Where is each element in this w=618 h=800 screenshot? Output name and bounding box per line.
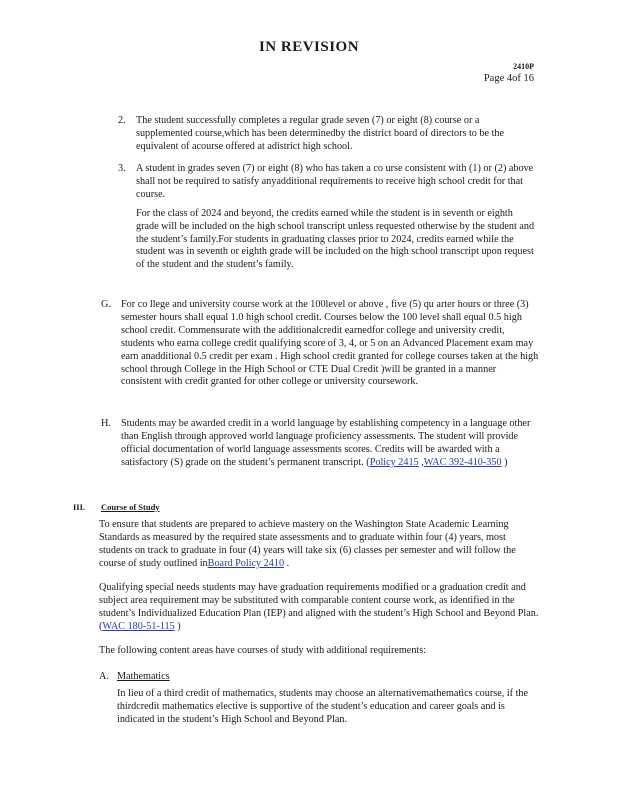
section-3-header	[73, 502, 160, 512]
page-number: Page 4of 16	[483, 73, 534, 84]
list-letter: G.	[101, 299, 111, 310]
subsection-heading: Mathematics	[117, 671, 170, 682]
section-heading: Course of Study	[101, 502, 160, 512]
list-item-3	[118, 163, 538, 272]
section-3-paragraph-3	[99, 645, 539, 658]
list-text: Students may be awarded credit in a world language by establishing competency in a language other than English through approved world language proficiency assessments. The student will provide official documentation of world language assessments scores. Credits will be awarded with a satisfactory (S) grade on the student’s permanent transcript.	[121, 418, 531, 468]
policy-code: 2410P	[513, 62, 534, 71]
subsection-text: In lieu of a third credit of mathematics, students may choose an alternativemathematics course, if the thirdcredit mathematics elective is supportive of the student’s education and career goals and is indicated in the student’s High School and Beyond Plan.	[117, 687, 529, 725]
list-item-h	[101, 418, 539, 470]
subsection-letter: A.	[99, 671, 109, 682]
paragraph-with-link	[99, 582, 539, 634]
paren-close: )	[501, 456, 508, 468]
wac-180-51-115-link[interactable]: WAC 180-51-115	[102, 620, 175, 632]
list-text: A student in grades seven (7) or eight (8) who has taken a co urse consistent with (1) or (2) above shall not be required to satisfy anyadditional requirements to receive high school credit for that course.	[136, 163, 534, 200]
paragraph-with-link	[99, 519, 539, 571]
list-text-with-links	[121, 418, 539, 470]
board-policy-2410-link[interactable]: Board Policy 2410	[207, 557, 285, 569]
link-separator: ,	[418, 456, 424, 468]
list-number: 2.	[118, 115, 126, 126]
wac-392-410-350-link[interactable]: WAC 392-410-350	[423, 456, 502, 468]
paragraph-end: .	[284, 557, 290, 569]
paragraph-end: )	[174, 620, 181, 632]
paragraph-text: Qualifying special needs students may have graduation requirements modified or a graduation credit and subject area requirement may be substituted with comparable content course work, as identified in the student’s Individualized Education Plan (IEP) and aligned with the student’s High School and Beyond Plan. (	[99, 582, 539, 632]
policy-2415-link[interactable]: Policy 2415	[369, 456, 419, 468]
paragraph-text: To ensure that students are prepared to achieve mastery on the Washington State Academic Learning Standards as measured by the required state assessments and to graduate within four (4) years, most students on track to graduate in four (4) years will take six (6) classes per semester and will follow the course of study outlined in	[99, 519, 516, 569]
list-text: The student successfully completes a regular grade seven (7) or eight (8) course or a supplemented course,which has been determinedby the district board of directors to be the equivalent of acourse offered at adistrict high school.	[136, 115, 505, 152]
list-text-continued: For the class of 2024 and beyond, the credits earned while the student is in seventh or eighth grade will be included on the high school transcript unless requested otherwise by the student and the student’s family.For students in graduating classes prior to 2024, credits earned while the student was in seventh or eighth grade will be included on the high school transcript upon request of the student and the student’s family.	[136, 207, 535, 271]
subsection-a	[99, 671, 539, 727]
list-number: 3.	[118, 163, 126, 174]
list-item-2	[118, 115, 538, 154]
list-text: For co llege and university course work at the 100level or above , five (5) qu arter hours or three (3) semester hours shall equal 1.0 high school credit. Courses below the 100 level shall equal 0.5 high school credit. Commensurate with the additionalcredit earnedfor college and university credit, students who earna college credit qualifying score of 3, 4, or 5 on an Advanced Placement exam may earn anadditional 0.5 credit per exam . High school credit granted for college courses taken at the high school through College in the High School or CTE Dual Credit )will be granted in a manner consistent with credit granted for other college or university coursework.	[121, 299, 539, 388]
page-title: IN REVISION	[258, 39, 360, 55]
paren-open: (	[363, 456, 370, 468]
paragraph-text: The following content areas have courses of study with additional requirements:	[99, 645, 427, 656]
section-3-paragraph-2	[99, 582, 539, 634]
list-letter: H.	[101, 418, 111, 429]
section-3-paragraph-1	[99, 519, 539, 571]
list-item-g	[101, 299, 539, 389]
section-numeral: III.	[73, 502, 86, 512]
